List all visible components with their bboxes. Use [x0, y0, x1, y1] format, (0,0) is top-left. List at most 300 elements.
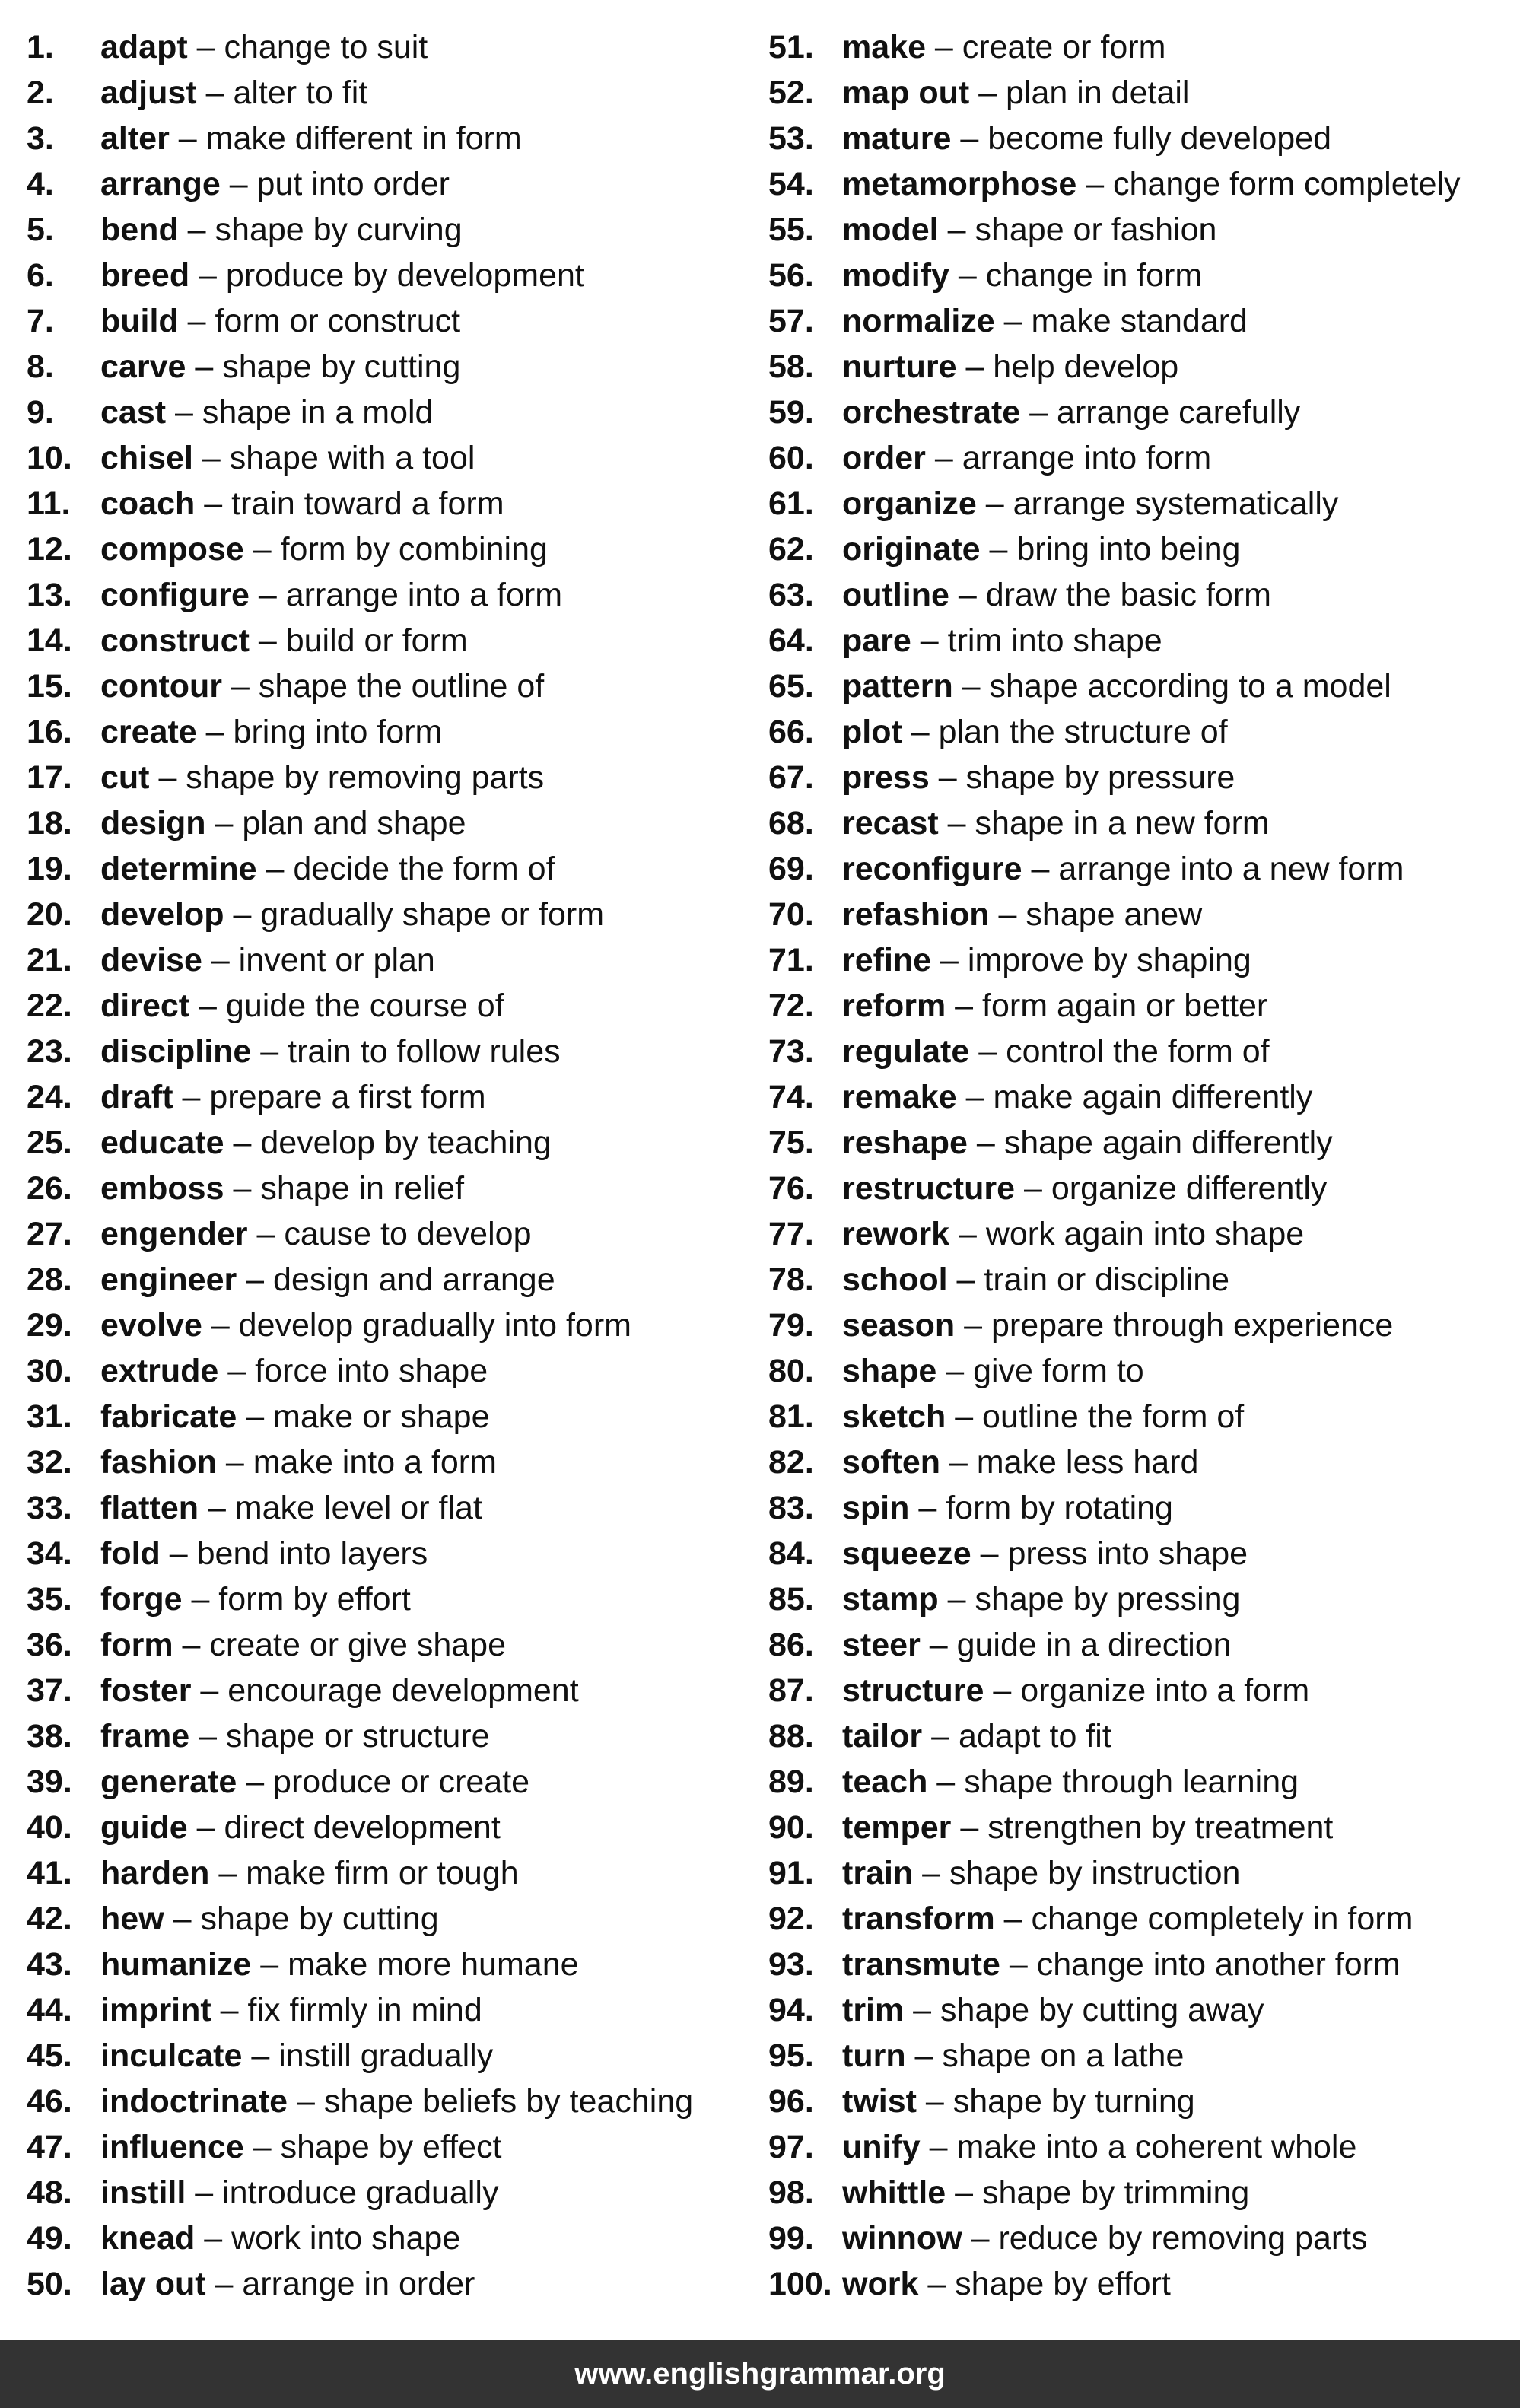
item-word: indoctrinate — [100, 2083, 288, 2120]
item-definition: – shape by removing parts — [149, 759, 545, 796]
item-text — [842, 892, 1202, 937]
item-word: pattern — [842, 668, 953, 705]
list-item — [768, 435, 1510, 481]
item-text — [100, 1303, 631, 1348]
item-number: 82. — [768, 1444, 814, 1481]
item-word: refashion — [842, 896, 990, 933]
item-definition: – gradually shape or form — [224, 896, 605, 933]
item-word: chisel — [100, 440, 193, 476]
item-number: 76. — [768, 1170, 814, 1207]
list-item — [768, 1668, 1510, 1713]
list-item — [768, 116, 1510, 161]
list-item — [27, 1713, 768, 1759]
item-text — [100, 1029, 561, 1074]
item-word: create — [100, 714, 197, 750]
list-item — [768, 1303, 1510, 1348]
list-item — [768, 1485, 1510, 1531]
list-item — [27, 709, 768, 755]
item-number: 18. — [27, 805, 72, 841]
item-word: reconfigure — [842, 851, 1022, 887]
item-definition: – shape anew — [989, 896, 1203, 933]
list-item — [27, 1485, 768, 1531]
item-word: harden — [100, 1855, 210, 1891]
item-number: 10. — [27, 440, 72, 476]
item-word: arrange — [100, 166, 221, 202]
item-definition: – shape by pressure — [929, 759, 1235, 796]
item-text — [100, 1485, 482, 1531]
list-item — [27, 755, 768, 800]
item-number: 40. — [27, 1809, 72, 1846]
item-word: press — [842, 759, 930, 796]
item-definition: – build or form — [249, 622, 468, 659]
item-definition: – develop by teaching — [224, 1124, 552, 1161]
item-word: stamp — [842, 1581, 939, 1618]
item-word: instill — [100, 2174, 186, 2211]
item-number: 84. — [768, 1535, 814, 1572]
item-text — [100, 344, 460, 390]
item-number: 44. — [27, 1992, 72, 2028]
item-definition: – instill gradually — [242, 2037, 494, 2074]
item-definition: – bring into being — [980, 531, 1241, 568]
item-number: 34. — [27, 1535, 72, 1572]
item-text — [100, 2033, 493, 2079]
item-definition: – shape by cutting — [164, 1901, 439, 1937]
item-text — [100, 1166, 464, 1211]
item-word: flatten — [100, 1490, 199, 1526]
list-item — [27, 1166, 768, 1211]
item-word: foster — [100, 1672, 192, 1709]
item-definition: – make again differently — [956, 1079, 1313, 1115]
item-number: 3. — [27, 120, 54, 157]
item-word: school — [842, 1261, 948, 1298]
item-definition: – shape on a lathe — [905, 2037, 1185, 2074]
list-item — [768, 1576, 1510, 1622]
item-definition: – change into another form — [1000, 1946, 1401, 1983]
item-text — [100, 390, 433, 435]
item-number: 53. — [768, 120, 814, 157]
list-item — [27, 1850, 768, 1896]
list-item — [768, 1759, 1510, 1805]
item-number: 33. — [27, 1490, 72, 1526]
item-word: humanize — [100, 1946, 252, 1983]
list-item — [768, 2124, 1510, 2170]
item-word: mature — [842, 120, 952, 157]
item-number: 41. — [27, 1855, 72, 1891]
item-definition: – encourage development — [191, 1672, 579, 1709]
item-word: alter — [100, 120, 170, 157]
item-word: sketch — [842, 1398, 946, 1435]
list-item — [768, 846, 1510, 892]
item-number: 56. — [768, 257, 814, 294]
item-definition: – make less hard — [940, 1444, 1199, 1481]
item-word: regulate — [842, 1033, 970, 1070]
item-text — [100, 1211, 531, 1257]
item-text — [100, 207, 463, 253]
item-text — [100, 526, 548, 572]
item-text — [842, 1120, 1333, 1166]
item-text — [100, 2216, 460, 2261]
item-number: 35. — [27, 1581, 72, 1618]
item-number: 85. — [768, 1581, 814, 1618]
item-number: 80. — [768, 1353, 814, 1389]
item-number: 71. — [768, 942, 814, 978]
item-text — [842, 1029, 1270, 1074]
item-definition: – adapt to fit — [922, 1718, 1111, 1754]
list-item — [768, 1120, 1510, 1166]
item-text — [842, 1348, 1144, 1394]
item-definition: – make or shape — [237, 1398, 490, 1435]
item-number: 95. — [768, 2037, 814, 2074]
list-item — [27, 983, 768, 1029]
list-item — [27, 1348, 768, 1394]
item-text — [842, 2079, 1195, 2124]
item-text — [100, 1531, 428, 1576]
item-number: 24. — [27, 1079, 72, 1115]
item-word: rework — [842, 1216, 950, 1252]
item-definition: – trim into shape — [911, 622, 1162, 659]
list-item — [27, 1942, 768, 1987]
item-definition: – create or form — [925, 29, 1166, 65]
list-item — [768, 618, 1510, 663]
item-definition: – become fully developed — [951, 120, 1331, 157]
list-item — [27, 2033, 768, 2079]
item-word: train — [842, 1855, 914, 1891]
right-column — [768, 24, 1510, 2307]
item-text — [842, 1485, 1173, 1531]
item-number: 30. — [27, 1353, 72, 1389]
item-number: 98. — [768, 2174, 814, 2211]
item-word: originate — [842, 531, 981, 568]
list-item — [27, 1074, 768, 1120]
item-number: 57. — [768, 303, 814, 339]
list-item — [768, 481, 1510, 526]
item-definition: – shape in a new form — [938, 805, 1270, 841]
item-definition: – design and arrange — [237, 1261, 555, 1298]
item-text — [842, 2170, 1249, 2216]
list-item — [27, 1531, 768, 1576]
item-text — [100, 1759, 529, 1805]
item-number: 73. — [768, 1033, 814, 1070]
item-definition: – work into shape — [195, 2220, 461, 2257]
item-text — [100, 1713, 490, 1759]
item-word: fold — [100, 1535, 161, 1572]
list-item — [27, 1896, 768, 1942]
item-definition: – prepare a first form — [173, 1079, 486, 1115]
list-item — [27, 1257, 768, 1303]
list-item — [768, 755, 1510, 800]
list-item — [768, 2261, 1510, 2307]
item-word: hew — [100, 1901, 164, 1937]
list-item — [27, 435, 768, 481]
list-item — [27, 1987, 768, 2033]
item-text — [100, 116, 522, 161]
item-number: 52. — [768, 75, 814, 111]
item-definition: – arrange in order — [205, 2266, 475, 2302]
item-text — [842, 1896, 1413, 1942]
item-word: form — [100, 1627, 173, 1663]
list-item — [27, 1759, 768, 1805]
item-definition: – make into a coherent whole — [920, 2129, 1357, 2165]
item-number: 36. — [27, 1627, 72, 1663]
list-item — [27, 1029, 768, 1074]
item-text — [842, 207, 1216, 253]
item-text — [842, 1805, 1333, 1850]
item-text — [842, 70, 1189, 116]
item-number: 16. — [27, 714, 72, 750]
item-word: lay out — [100, 2266, 206, 2302]
item-definition: – force into shape — [218, 1353, 488, 1389]
item-number: 43. — [27, 1946, 72, 1983]
item-number: 74. — [768, 1079, 814, 1115]
item-word: determine — [100, 851, 257, 887]
item-word: cast — [100, 394, 167, 431]
item-text — [100, 253, 584, 298]
item-word: map out — [842, 75, 970, 111]
item-number: 15. — [27, 668, 72, 705]
item-definition: – shape by curving — [178, 212, 463, 248]
item-number: 4. — [27, 166, 54, 202]
item-definition: – invent or plan — [202, 942, 435, 978]
list-item — [27, 618, 768, 663]
item-definition: – produce by development — [189, 257, 584, 294]
item-word: pare — [842, 622, 911, 659]
item-word: winnow — [842, 2220, 962, 2257]
item-text — [100, 1622, 506, 1668]
item-text — [842, 1759, 1299, 1805]
list-item — [27, 390, 768, 435]
item-number: 93. — [768, 1946, 814, 1983]
item-definition: – shape or structure — [189, 1718, 490, 1754]
item-word: reshape — [842, 1124, 968, 1161]
item-text — [842, 709, 1228, 755]
item-text — [100, 481, 504, 526]
item-word: evolve — [100, 1307, 202, 1344]
list-item — [768, 207, 1510, 253]
footer-bar — [0, 2340, 1520, 2408]
item-number: 37. — [27, 1672, 72, 1709]
list-item — [768, 1850, 1510, 1896]
item-definition: – make more humane — [251, 1946, 579, 1983]
item-word: construct — [100, 622, 250, 659]
item-number: 49. — [27, 2220, 72, 2257]
item-number: 11. — [27, 485, 71, 522]
item-number: 1. — [27, 29, 54, 65]
item-definition: – fix firmly in mind — [211, 1992, 482, 2028]
item-word: engineer — [100, 1261, 237, 1298]
item-definition: – arrange systematically — [976, 485, 1339, 522]
item-word: plot — [842, 714, 902, 750]
item-text — [842, 1576, 1240, 1622]
list-item — [27, 663, 768, 709]
item-word: trim — [842, 1992, 905, 2028]
item-text — [100, 1942, 579, 1987]
item-number: 97. — [768, 2129, 814, 2165]
item-word: model — [842, 212, 939, 248]
item-text — [100, 755, 544, 800]
item-word: devise — [100, 942, 202, 978]
item-word: carve — [100, 348, 186, 385]
item-text — [100, 800, 466, 846]
item-number: 83. — [768, 1490, 814, 1526]
item-text — [842, 390, 1300, 435]
item-definition: – cause to develop — [247, 1216, 532, 1252]
list-item — [768, 663, 1510, 709]
item-definition: – make into a form — [216, 1444, 497, 1481]
item-word: spin — [842, 1490, 910, 1526]
item-word: outline — [842, 577, 949, 613]
item-text — [842, 1850, 1240, 1896]
item-word: orchestrate — [842, 394, 1021, 431]
item-text — [842, 937, 1251, 983]
item-number: 100. — [768, 2266, 832, 2302]
item-word: extrude — [100, 1353, 219, 1389]
list-item — [768, 1394, 1510, 1439]
item-text — [842, 526, 1240, 572]
list-item — [27, 344, 768, 390]
item-text — [100, 298, 460, 344]
list-item — [27, 1622, 768, 1668]
item-number: 25. — [27, 1124, 72, 1161]
list-item — [27, 2170, 768, 2216]
item-word: configure — [100, 577, 250, 613]
item-text — [842, 1439, 1198, 1485]
item-number: 65. — [768, 668, 814, 705]
list-item — [768, 2033, 1510, 2079]
item-definition: – shape beliefs by teaching — [288, 2083, 694, 2120]
list-item — [768, 1942, 1510, 1987]
item-definition: – make level or flat — [199, 1490, 482, 1526]
item-text — [842, 253, 1202, 298]
item-number: 6. — [27, 257, 54, 294]
item-text — [100, 618, 468, 663]
item-definition: – change in form — [949, 257, 1203, 294]
list-item — [768, 2216, 1510, 2261]
item-word: order — [842, 440, 926, 476]
item-definition: – make firm or tough — [209, 1855, 519, 1891]
item-number: 7. — [27, 303, 54, 339]
item-number: 70. — [768, 896, 814, 933]
item-number: 38. — [27, 1718, 72, 1754]
list-item — [27, 1576, 768, 1622]
item-number: 13. — [27, 577, 72, 613]
item-word: imprint — [100, 1992, 211, 2028]
item-text — [100, 1805, 501, 1850]
item-word: whittle — [842, 2174, 946, 2211]
item-text — [842, 1303, 1393, 1348]
item-definition: – shape in relief — [224, 1170, 465, 1207]
item-text — [100, 1439, 497, 1485]
item-definition: – shape by turning — [916, 2083, 1195, 2120]
item-definition: – shape by effect — [243, 2129, 502, 2165]
list-item — [27, 1805, 768, 1850]
item-word: draft — [100, 1079, 173, 1115]
item-text — [100, 1394, 490, 1439]
item-text — [100, 983, 504, 1029]
item-text — [842, 618, 1162, 663]
list-item — [27, 2124, 768, 2170]
item-text — [842, 1942, 1401, 1987]
item-word: restructure — [842, 1170, 1016, 1207]
item-text — [100, 892, 604, 937]
item-text — [100, 2261, 475, 2307]
list-item — [768, 344, 1510, 390]
item-word: emboss — [100, 1170, 224, 1207]
list-item — [27, 846, 768, 892]
list-item — [768, 1029, 1510, 1074]
item-definition: – help develop — [956, 348, 1179, 385]
item-text — [100, 24, 428, 70]
item-number: 66. — [768, 714, 814, 750]
item-definition: – shape by effort — [918, 2266, 1171, 2302]
list-item — [768, 2079, 1510, 2124]
item-text — [842, 1668, 1309, 1713]
item-definition: – work again into shape — [949, 1216, 1305, 1252]
item-text — [100, 1896, 439, 1942]
list-item — [768, 390, 1510, 435]
item-definition: – reduce by removing parts — [962, 2220, 1368, 2257]
list-item — [768, 892, 1510, 937]
item-word: tailor — [842, 1718, 923, 1754]
item-number: 26. — [27, 1170, 72, 1207]
item-text — [100, 161, 450, 207]
item-word: twist — [842, 2083, 917, 2120]
item-text — [842, 572, 1271, 618]
item-word: coach — [100, 485, 196, 522]
item-number: 68. — [768, 805, 814, 841]
item-number: 5. — [27, 212, 54, 248]
item-text — [100, 2079, 693, 2124]
item-word: influence — [100, 2129, 244, 2165]
item-word: build — [100, 303, 179, 339]
item-number: 86. — [768, 1627, 814, 1663]
list-item — [27, 1120, 768, 1166]
item-number: 32. — [27, 1444, 72, 1481]
item-definition: – shape by trimming — [946, 2174, 1250, 2211]
item-text — [100, 2170, 498, 2216]
item-text — [100, 70, 367, 116]
list-item — [768, 1713, 1510, 1759]
item-definition: – produce or create — [237, 1764, 530, 1800]
item-definition: – shape or fashion — [938, 212, 1217, 248]
item-text — [842, 435, 1211, 481]
list-item — [27, 298, 768, 344]
list-item — [27, 161, 768, 207]
item-word: nurture — [842, 348, 957, 385]
item-word: cut — [100, 759, 150, 796]
item-word: forge — [100, 1581, 183, 1618]
item-definition: – introduce gradually — [186, 2174, 499, 2211]
item-text — [842, 663, 1391, 709]
item-number: 78. — [768, 1261, 814, 1298]
item-word: recast — [842, 805, 939, 841]
item-text — [842, 1394, 1244, 1439]
item-word: bend — [100, 212, 179, 248]
item-definition: – form again or better — [946, 988, 1268, 1024]
item-number: 89. — [768, 1764, 814, 1800]
item-definition: – alter to fit — [196, 75, 368, 111]
item-word: adapt — [100, 29, 188, 65]
item-number: 58. — [768, 348, 814, 385]
item-number: 28. — [27, 1261, 72, 1298]
item-word: unify — [842, 2129, 921, 2165]
list-item — [768, 70, 1510, 116]
item-text — [842, 755, 1235, 800]
item-definition: – give form to — [936, 1353, 1144, 1389]
item-number: 55. — [768, 212, 814, 248]
item-number: 20. — [27, 896, 72, 933]
item-text — [842, 161, 1461, 207]
item-number: 87. — [768, 1672, 814, 1709]
